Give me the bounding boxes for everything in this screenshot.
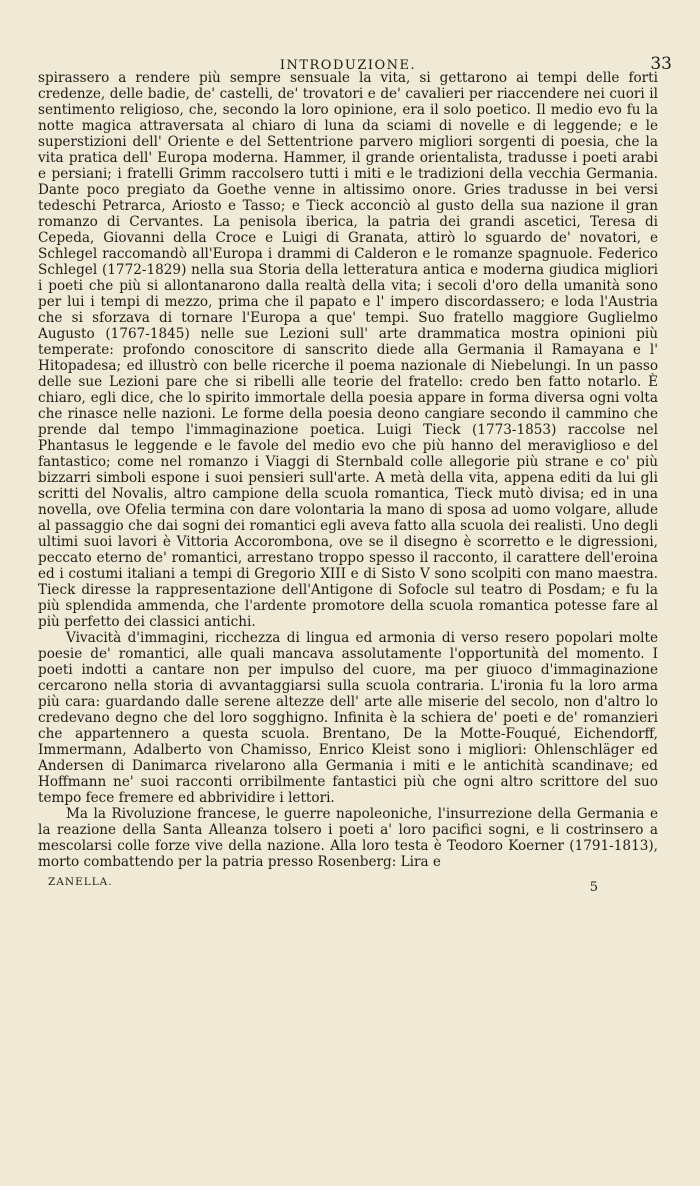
page-number: 33 [650, 54, 672, 74]
signature-number: 5 [589, 880, 598, 895]
signature-name: ZANELLA. [48, 876, 113, 888]
paragraph-2: Vivacità d'immagini, ricchezza di lingua ed armonia di verso resero popolari molte poesie de' romantici, alle quali mancava assolutamente l'opportunità del momento. I poeti indotti a cantare non per impulso del cuore, ma per giuoco d'immaginazione cercarono nella storia di avvantaggiarsi sulla scuola contraria. L'ironia fu la loro arma più cara: guardando dalle serene altezze dell' arte alle miserie del secolo, non d'altro lo credevano degno che del loro sogghigno. Infinita è la schiera de' poeti e de' romanzieri che appartennero a questa scuola. Brentano, De la Motte-Fouqué, Eichendorff, Immermann, Adalberto von Chamisso, Enrico Kleist sono i migliori: Ohlenschläger ed Andersen di Danimarca rivelarono alla Germania i miti e le antichità scandinave; ed Hoffmann ne' suoi racconti orribilmente fantastici più che ogni altro scrittore del suo tempo fece fremere ed abbrividire i lettori. [38, 630, 658, 806]
page-footer [38, 874, 658, 896]
running-head [38, 50, 672, 84]
book-page [0, 50, 700, 1186]
running-title: INTRODUZIONE. [279, 58, 417, 73]
body-text [38, 70, 658, 870]
paragraph-3: Ma la Rivoluzione francese, le guerre napoleoniche, l'insurrezione della Germania e la reazione della Santa Alleanza tolsero i poeti a' loro pacifici sogni, e li costrinsero a mescolarsi colle forze vive della nazione. Alla loro testa è Teodoro Koerner (1791-1813), morto combattendo per la patria presso Rosenberg: Lira e [38, 806, 658, 870]
paragraph-1: spirassero a rendere più sempre sensuale la vita, si gettarono ai tempi delle forti credenze, delle badie, de' castelli, de' trovatori e de' cavalieri per riaccendere nei cuori il sentimento religioso, che, secondo la loro opinione, era il solo poetico. Il medio evo fu la notte magica attraversata al chiaro di luna da sciami di novelle e di leggende; e le superstizioni dell' Oriente e del Settentrione parvero migliori sorgenti di poesia, che la vita pratica dell' Europa moderna. Hammer, il grande orientalista, tradusse i poeti arabi e persiani; i fratelli Grimm raccolsero tutti i miti e le tradizioni della vecchia Germania. Dante poco pregiato da Goethe venne in altissimo onore. Gries tradusse in bei versi tedeschi Petrarca, Ariosto e Tasso; e Tieck acconciò al gusto della sua nazione il gran romanzo di Cervantes. La penisola iberica, la patria dei grandi ascetici, Teresa di Cepeda, Giovanni della Croce e Luigi di Granata, attirò lo sguardo de' novatori, e Schlegel raccomandò all'Europa i drammi di Calderon e le romanze spagnuole. Federico Schlegel (1772-1829) nella sua Storia della letteratura antica e moderna giudica migliori i poeti che più si allontanarono dalla realtà della vita; i secoli d'oro della umanità sono per lui i tempi di mezzo, prima che il papato e l' impero discordassero; e loda l'Austria che si sforzava di tornare l'Europa a que' tempi. Suo fratello maggiore Guglielmo Augusto (1767-1845) nelle sue Lezioni sull' arte drammatica mostra opinioni più temperate: profondo conoscitore di sanscrito diede alla Germania il Ramayana e l' Hitopadesa; ed illustrò con belle ricerche il poema nazionale di Niebelungi. In un passo delle sue Lezioni pare che si ribelli alle teorie del fratello: credo ben fatto notarlo. È chiaro, egli dice, che lo spirito immortale della poesia appare in forma diversa ogni volta che rinasce nelle nazioni. Le forme della poesia deono cangiare secondo il cammino che prende dal tempo l'immaginazione poetica. Luigi Tieck (1773-1853) raccolse nel Phantasus le leggende e le favole del medio evo che più hanno del meraviglioso e del fantastico; come nel romanzo i Viaggi di Sternbald colle allegorie più strane e co' più bizzarri simboli espone i suoi pensieri sull'arte. A metà della vita, appena editi da lui gli scritti del Novalis, altro campione della scuola romantica, Tieck mutò divisa; ed in una novella, ove Ofelia termina con dare volontaria la mano di sposa ad uomo volgare, allude al passaggio che dai sogni dei romantici egli aveva fatto alla scuola dei realisti. Uno degli ultimi suoi lavori è Vittoria Accorombona, ove se il disegno è scorretto e le digressioni, peccato eterno de' romantici, arrestano troppo spesso il racconto, il carattere dell'eroina ed i costumi italiani a tempi di Gregorio XIII e di Sisto V sono scolpiti con mano maestra. Tieck diresse la rappresentazione dell'Antigone di Sofocle sul teatro di Posdam; e fu la più splendida ammenda, che l'ardente promotore della scuola romantica potesse fare al più perfetto dei classici antichi. [38, 70, 658, 630]
